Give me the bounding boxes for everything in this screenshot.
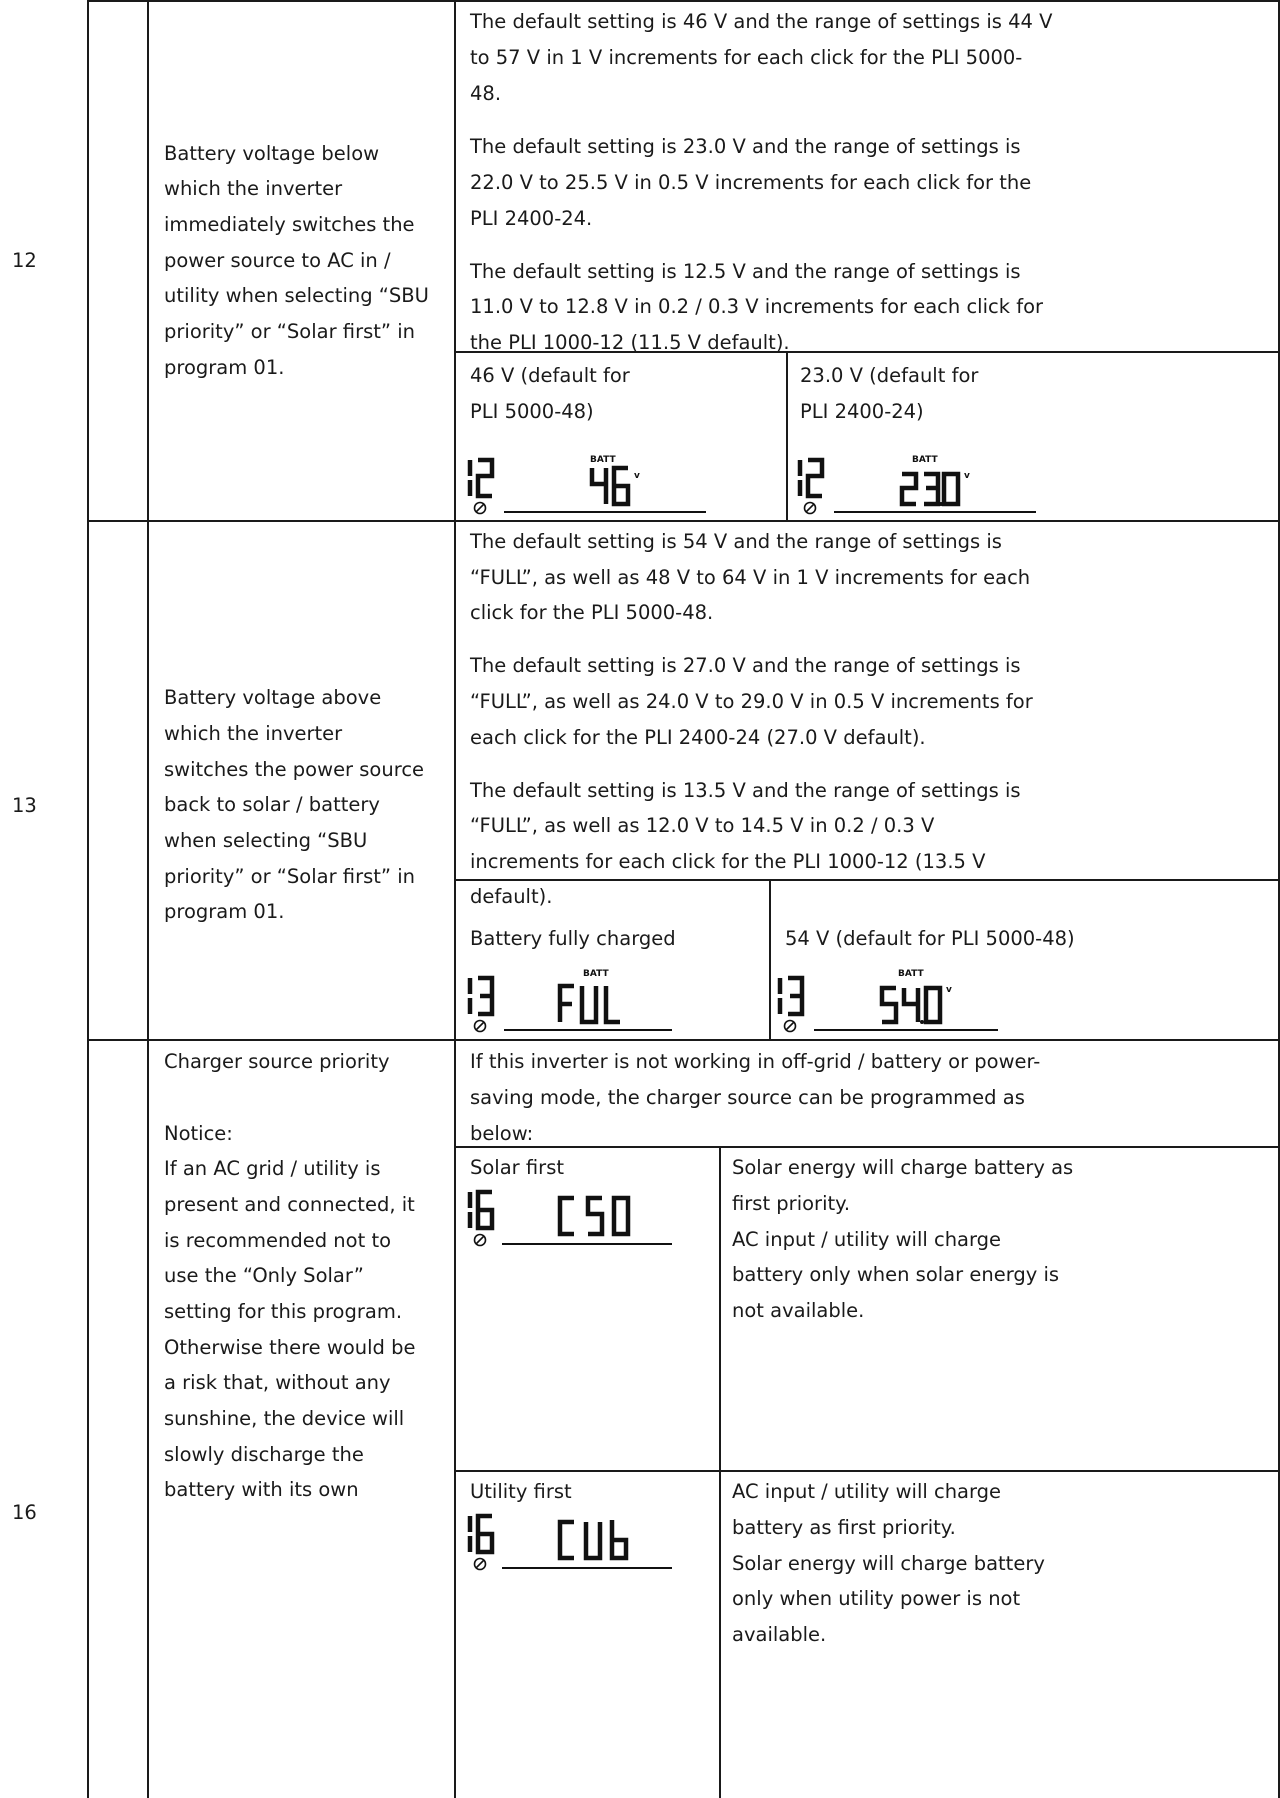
lcd-display xyxy=(466,1186,706,1250)
lcd-badge: BATT xyxy=(583,969,609,979)
column-divider xyxy=(769,879,771,1039)
lcd-program-digits xyxy=(780,978,802,1014)
row-divider xyxy=(87,520,1280,522)
lcd-badge: BATT xyxy=(898,969,924,979)
option-label: PLI 2400-24) xyxy=(800,400,924,423)
lcd-program-digits xyxy=(470,978,492,1014)
program-number: 13 xyxy=(12,794,37,817)
lcd-badge: BATT xyxy=(912,455,938,465)
choice-name: Utility first xyxy=(470,1480,572,1503)
lcd-unit: v xyxy=(634,471,640,481)
table-border-left xyxy=(87,0,89,1798)
column-divider xyxy=(147,0,149,1798)
lcd-program-digits xyxy=(470,1192,492,1228)
lcd-value-digits xyxy=(560,1198,628,1234)
row-divider xyxy=(87,1039,1280,1041)
lcd-value-digits xyxy=(592,468,628,504)
lcd-program-digits xyxy=(470,1516,492,1552)
cell-divider xyxy=(454,1470,1280,1472)
lcd-program-digits xyxy=(800,460,822,496)
program-number: 12 xyxy=(12,249,37,272)
lcd-unit: v xyxy=(964,471,970,481)
column-divider xyxy=(786,351,788,520)
lcd-value-digits xyxy=(902,474,958,506)
settings-table: 12 Battery voltage below which the inverter immediately switches the power source to AC in / utility when selecting “SBU priority” or “Solar first” in program 01. The default setting is 46 V and the range of settings is 44 V to 57 V in 1 V increments for each click for the PLI 5000- 48. The default setting is 23.0 V and the range of settings is 22.0 V to 25.5 V in 0.5 V increments for each click for the PLI 2400-24. The default setting is 12.5 V and the range of settings is 11.0 V to 12.8 V in 0.2 / 0.3 V increments for each click for the PLI 1000-12 (11.5 V default). 46 V (default for PLI 5000-48) BATT v 23.0 V (default for PLI 2400-24) BATT v 13 Battery voltage above which the inverter switches the power source back to solar / battery when selecting “SBU priority” or “Solar first” in program 01. The default setting is 54 V and the range of settings is “FULL”, as well as 48 V to 64 V in 1 V increments for each click for the PLI 5000-48. The default setting is 27.0 V and the range of settings is “FULL”, as well as 24.0 V to 29.0 V in 0.5 V increments for each click for the PLI 2400-24 (27.0 V default). The default setting is 13.5 V and the range of settings is “FULL”, as well as 12.0 V to 14.5 V in 0.2 / 0.3 V increments for each click for the PLI 1000-12 (13.5 V default). Battery fully charged BATT 54 V (default for PLI 5000-48) BATT v 16 Charger source priority Notice: If an AC grid / utility is present and connected, it is recommended not to use the “Only Solar” setting for this program. Otherwise there would be a risk that, without any sunshine, the device will slowly discharge the battery with its own If this inverter is not working in off-grid / battery or power- saving mode, the charger source can be programmed as below: Solar first Solar energy will charge battery as first priority. AC input / utility will charge battery only when solar energy is not available. Utility first AC input / utility will charge battery as first priority. Solar energy will charge battery only when utility power is not available. xyxy=(0,0,1280,1798)
program-number: 16 xyxy=(12,1501,37,1524)
lcd-display xyxy=(466,1510,706,1574)
cell-divider xyxy=(454,1146,1280,1148)
lcd-unit: v xyxy=(946,985,952,995)
option-label: 23.0 V (default for xyxy=(800,364,979,387)
lcd-display xyxy=(776,966,1036,1038)
lcd-badge: BATT xyxy=(590,455,616,465)
table-border-top xyxy=(87,0,1280,2)
column-divider xyxy=(454,0,456,1798)
option-label: 54 V (default for PLI 5000-48) xyxy=(785,927,1075,950)
lcd-display xyxy=(796,452,1056,520)
lcd-display xyxy=(466,966,726,1038)
lcd-display xyxy=(466,452,726,520)
option-label: 46 V (default for xyxy=(470,364,630,387)
lcd-program-digits xyxy=(470,460,492,496)
option-label: PLI 5000-48) xyxy=(470,400,594,423)
lcd-value-digits xyxy=(560,1520,626,1558)
choice-name: Solar first xyxy=(470,1156,564,1179)
column-divider xyxy=(719,1146,721,1798)
lcd-value-digits xyxy=(560,986,620,1022)
lcd-value-digits xyxy=(882,988,940,1024)
option-label: Battery fully charged xyxy=(470,927,676,950)
